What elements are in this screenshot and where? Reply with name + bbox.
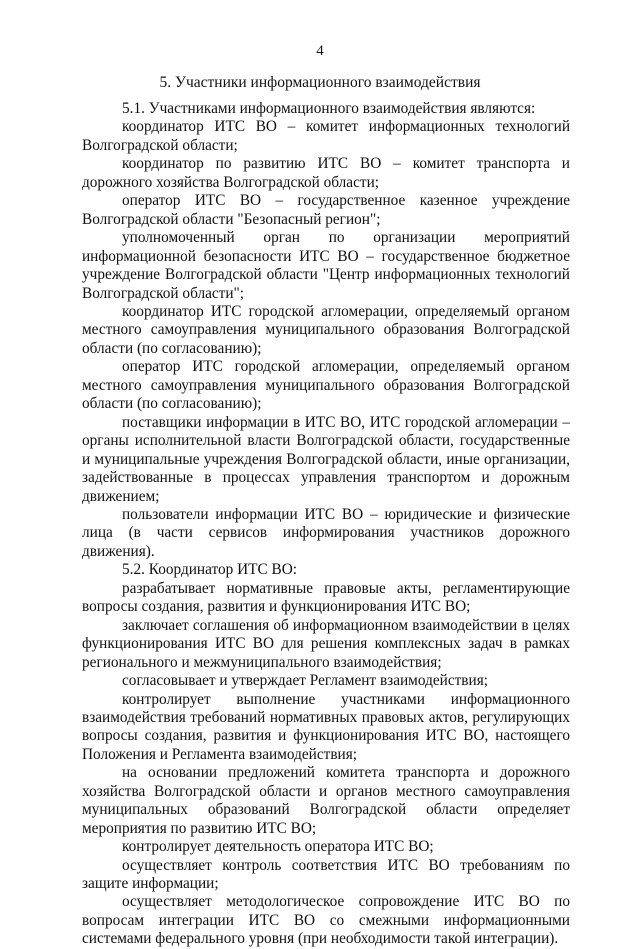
paragraph-5-1-heading: 5.1. Участниками информационного взаимодействия являются: xyxy=(122,100,536,117)
paragraph-approves-regulation: согласовывает и утверждает Регламент взаимодействия; xyxy=(122,672,488,690)
paragraph-agglomeration-operator: оператор ИТС городской агломерации, определяемый органом местного самоуправления муниципального образования Волгоградской области (по согласованию); xyxy=(82,358,570,413)
paragraph-develops-acts: разрабатывает нормативные правовые акты, регламентирующие вопросы создания, развития и функционирования ИТС ВО; xyxy=(82,579,570,616)
paragraph-development-coordinator: координатор по развитию ИТС ВО – комитет транспорта и дорожного хозяйства Волгоградской области; xyxy=(82,155,570,191)
paragraph-monitors-compliance: контролирует выполнение участниками информационного взаимодействия требований нормативных правовых актов, регулирующих вопросы создания, развития и функционирования ИТС ВО, настоящего Положения и Регламента взаимодействия; xyxy=(82,690,570,763)
paragraph-agglomeration-coordinator: координатор ИТС городской агломерации, определяемый органом местного самоуправления муниципального образования Волгоградской области (по согласованию); xyxy=(82,302,570,357)
paragraph-concludes-agreements: заключает соглашения об информационном взаимодействии в целях функционирования ИТС ВО для решения комплексных задач в рамках регионального и межмуниципального взаимодействия; xyxy=(82,616,570,671)
paragraph-controls-operator: контролирует деятельность оператора ИТС ВО; xyxy=(122,838,434,856)
paragraph-security-body: уполномоченный орган по организации мероприятий информационной безопасности ИТС ВО – государственное бюджетное учреждение Волгоградской области "Центр информационных технологий Волгоградской области"; xyxy=(82,229,570,302)
paragraph-information-suppliers: поставщики информации в ИТС ВО, ИТС городской агломерации – органы исполнительной власти Волгоградской области, государственные и муниципальные учреждения Волгоградской области, иные организации, задействованные в процессах управления транспортом и дорожным движением; xyxy=(82,413,570,505)
paragraph-security-control: осуществляет контроль соответствия ИТС ВО требованиям по защите информации; xyxy=(82,856,570,893)
paragraph-operator: оператор ИТС ВО – государственное казенное учреждение Волгоградской области "Безопасный регион"; xyxy=(82,192,570,228)
page-number: 4 xyxy=(316,43,324,59)
section-title: 5. Участники информационного взаимодействия xyxy=(159,74,481,91)
paragraph-methodological-support: осуществляет методологическое сопровождение ИТС ВО по вопросам интеграции ИТС ВО со смежными информационными системами федерального уровня (при необходимости такой интеграции). xyxy=(82,893,570,948)
paragraph-5-2-heading: 5.2. Координатор ИТС ВО: xyxy=(122,561,298,579)
document-body xyxy=(82,100,570,949)
paragraph-defines-measures: на основании предложений комитета транспорта и дорожного хозяйства Волгоградской области и органов местного самоуправления муниципальных образований Волгоградской области определяет мероприятия по развитию ИТС ВО; xyxy=(82,764,570,837)
paragraph-coordinator: координатор ИТС ВО – комитет информационных технологий Волгоградской области; xyxy=(82,118,570,154)
paragraph-information-users: пользователи информации ИТС ВО – юридические и физические лица (в части сервисов информирования участников дорожного движения). xyxy=(82,505,570,560)
